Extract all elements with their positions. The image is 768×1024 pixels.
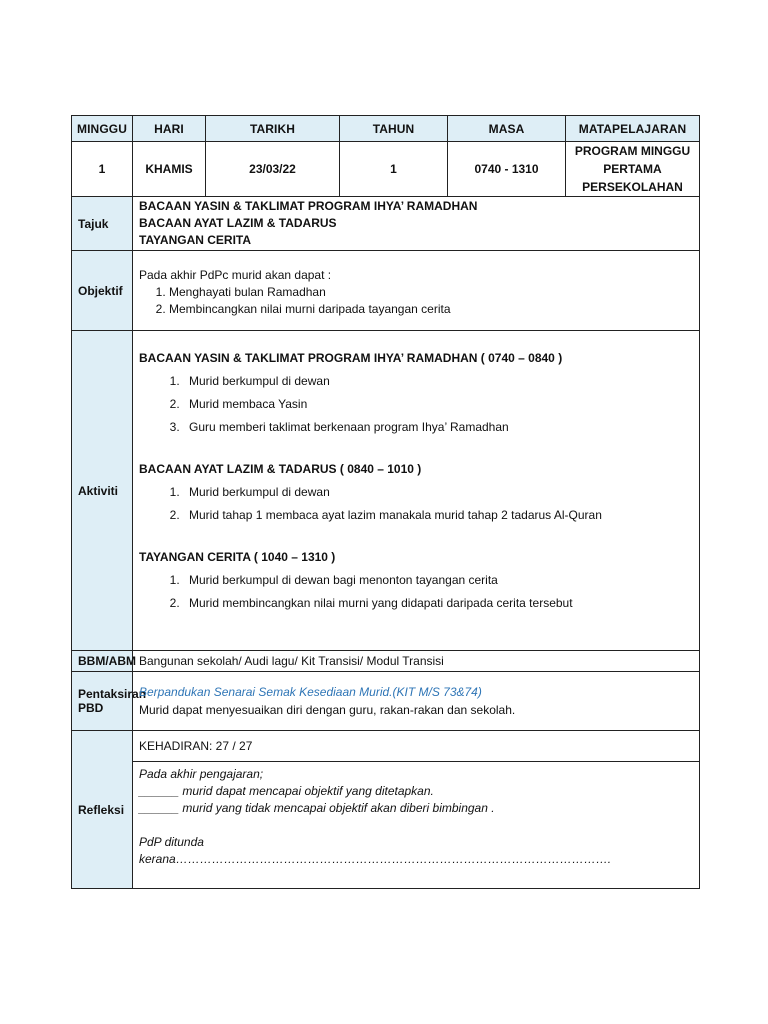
objektif-list [139,284,699,318]
list-item: 2. Membincangkan nilai murni daripada tayangan cerita [169,301,699,318]
activity-list [139,370,699,439]
bbm-content: Bangunan sekolah/ Audi lagu/ Kit Transisi/ Modul Transisi [133,651,700,672]
activity-list [139,569,699,615]
pentaksiran-content [133,672,700,731]
list-item: 1. Murid berkumpul di dewan bagi menonton tayangan cerita [183,569,699,592]
kehadiran-row [72,731,700,762]
bbm-label: BBM/ABM [72,651,133,672]
pentaksiran-reference: Berpandukan Senarai Semak Kesediaan Murid.(KIT M/S 73&74) [139,685,482,699]
tarikh-value: 23/03/22 [206,142,340,197]
tahun-value: 1 [340,142,448,197]
objektif-content [133,251,700,331]
kehadiran-text: KEHADIRAN: 27 / 27 [133,731,700,762]
activity-list [139,481,699,527]
tajuk-line: TAYANGAN CERITA [139,233,252,247]
subject-line: PERTAMA [603,162,662,176]
refleksi-line: ______ murid yang tidak mencapai objektif akan diberi bimbingan . [139,801,495,815]
tajuk-line: BACAAN YASIN & TAKLIMAT PROGRAM IHYA’ RAMADHAN [139,199,478,213]
aktiviti-row [72,331,700,651]
minggu-value: 1 [72,142,133,197]
header-hari: HARI [133,116,206,142]
hari-value: KHAMIS [133,142,206,197]
header-masa: MASA [448,116,566,142]
matapelajaran-value [566,142,700,197]
refleksi-line: Pada akhir pengajaran; [139,767,264,781]
subject-line: PERSEKOLAHAN [582,180,683,194]
header-row [72,116,700,142]
tajuk-row [72,197,700,251]
list-item: 1. Murid berkumpul di dewan [183,481,699,504]
meta-row [72,142,700,197]
refleksi-row [72,762,700,889]
header-minggu: MINGGU [72,116,133,142]
activity-heading: BACAAN YASIN & TAKLIMAT PROGRAM IHYA’ RAMADHAN ( 0740 – 0840 ) [139,351,563,365]
refleksi-label: Refleksi [72,731,133,889]
subject-line: PROGRAM MINGGU [574,144,691,158]
tajuk-content [133,197,700,251]
aktiviti-content [133,331,700,651]
header-matapelajaran: MATAPELAJARAN [566,116,700,142]
activity-heading: BACAAN AYAT LAZIM & TADARUS ( 0840 – 1010 ) [139,462,422,476]
header-tarikh: TARIKH [206,116,340,142]
aktiviti-label: Aktiviti [72,331,133,651]
bbm-row [72,651,700,672]
objektif-label: Objektif [72,251,133,331]
list-item: 1. Murid berkumpul di dewan [183,370,699,393]
refleksi-line: ______ murid dapat mencapai objektif yang ditetapkan. [139,784,434,798]
list-item: 2. Murid membaca Yasin [183,393,699,416]
refleksi-content [133,762,700,889]
list-item: 1. Menghayati bulan Ramadhan [169,284,699,301]
objektif-row [72,251,700,331]
pdp-reason-line: kerana………………………………………………………………………………………………. [139,852,612,866]
activity-heading: TAYANGAN CERITA ( 1040 – 1310 ) [139,550,336,564]
pdp-ditunda-line: PdP ditunda [139,835,204,849]
objektif-intro: Pada akhir PdPc murid akan dapat : [139,268,332,282]
tajuk-label: Tajuk [72,197,133,251]
masa-value: 0740 - 1310 [448,142,566,197]
pentaksiran-row [72,672,700,731]
tajuk-line: BACAAN AYAT LAZIM & TADARUS [139,216,337,230]
list-item: 2. Murid tahap 1 membaca ayat lazim manakala murid tahap 2 tadarus Al-Quran [183,504,699,527]
pentaksiran-label: Pentaksiran PBD [72,672,133,731]
header-tahun: TAHUN [340,116,448,142]
list-item: 2. Murid membincangkan nilai murni yang didapati daripada cerita tersebut [183,592,699,615]
list-item: 3. Guru memberi taklimat berkenaan program Ihya’ Ramadhan [183,416,699,439]
lesson-plan-table [71,115,700,889]
pentaksiran-text: Murid dapat menyesuaikan diri dengan guru, rakan-rakan dan sekolah. [139,703,516,717]
